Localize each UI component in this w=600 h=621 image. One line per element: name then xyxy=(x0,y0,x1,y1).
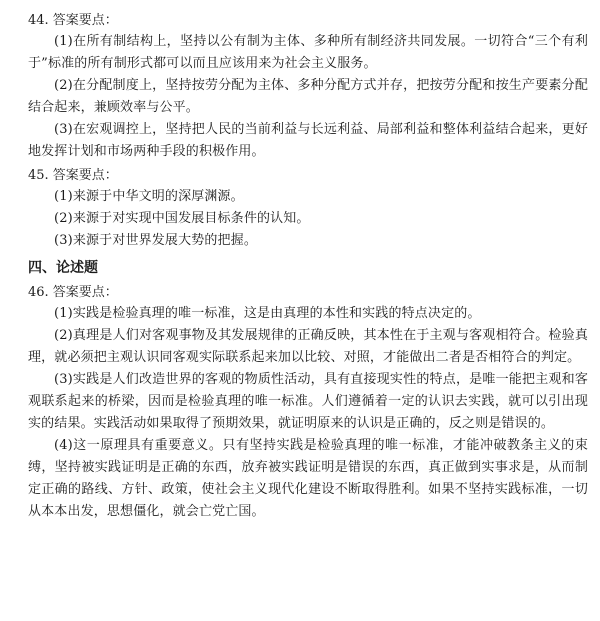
question-45-point-1: (1)来源于中华文明的深厚渊源。 xyxy=(54,189,244,204)
question-46-point-3: (3)实践是人们改造世界的客观的物质性活动，具有直接现实性的特点，是唯一能把主观和客观联系起来的桥梁，因而是检验真理的唯一标准。人们遵循着一定的认识去实践，就可以引出现实的结果。实践活动如果取得了预期效果，就证明原来的认识是正确的，反之则是错误的。 xyxy=(28,372,588,431)
question-46-heading: 46. 答案要点： xyxy=(28,285,118,300)
section-title: 四、论述题 xyxy=(28,260,98,276)
question-46-point-1: (1)实践是检验真理的唯一标准，这是由真理的本性和实践的特点决定的。 xyxy=(54,306,481,321)
question-44-point-2: (2)在分配制度上，坚持按劳分配为主体、多种分配方式并存，把按劳分配和按生产要素分配结合起来，兼顾效率与公平。 xyxy=(28,78,588,115)
question-45-point-3: (3)来源于对世界发展大势的把握。 xyxy=(54,233,257,248)
question-44-point-3: (3)在宏观调控上，坚持把人民的当前利益与长远利益、局部利益和整体利益结合起来，更好地发挥计划和市场两种手段的积极作用。 xyxy=(28,122,588,159)
question-45-point-2: (2)来源于对实现中国发展目标条件的认知。 xyxy=(54,211,310,226)
question-46-point-2: (2)真理是人们对客观事物及其发展规律的正确反映，其本性在于主观与客观相符合。检验真理，就必须把主观认识同客观实际联系起来加以比较、对照，才能做出二者是否相符合的判定。 xyxy=(28,328,588,365)
question-46-point-4: (4)这一原理具有重要意义。只有坚持实践是检验真理的唯一标准，才能冲破教条主义的束缚，坚持被实践证明是正确的东西，放弃被实践证明是错误的东西，真正做到实事求是，从而制定正确的路线、方针、政策，使社会主义现代化建设不断取得胜利。如果不坚持实践标准，一切从本本出发，思想僵化，就会亡党亡国。 xyxy=(28,438,588,519)
answer-page xyxy=(28,10,588,523)
question-44-heading: 44. 答案要点： xyxy=(28,13,118,28)
question-45-heading: 45. 答案要点： xyxy=(28,168,118,183)
question-44-point-1: (1)在所有制结构上，坚持以公有制为主体、多种所有制经济共同发展。一切符合“三个有利于”标准的所有制形式都可以而且应该用来为社会主义服务。 xyxy=(28,34,588,71)
